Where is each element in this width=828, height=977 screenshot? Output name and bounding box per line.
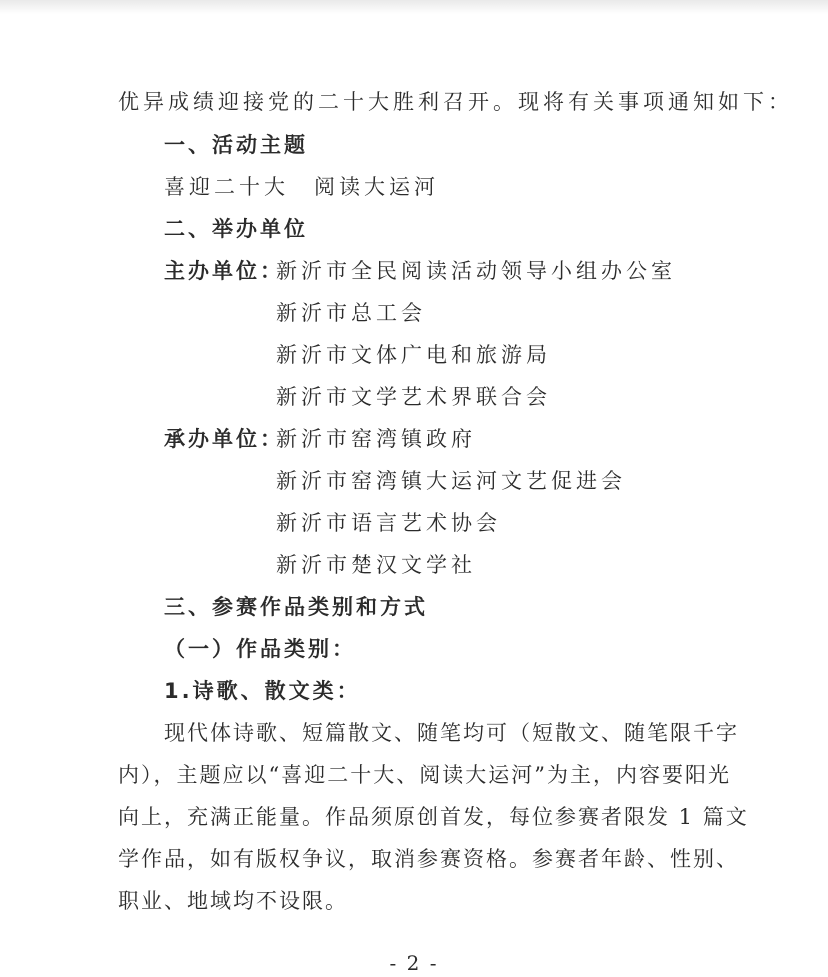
page-top-edge — [0, 0, 828, 14]
section-1-heading: 一、活动主题 — [164, 133, 308, 157]
section-2-heading: 二、举办单位 — [164, 217, 308, 241]
section-3-subheading: （一）作品类别： — [164, 637, 356, 661]
paragraph-line: 内），主题应以“喜迎二十大、阅读大运河”为主，内容要阳光 — [118, 763, 731, 787]
page-number: - 2 - — [389, 951, 439, 975]
organizer-units-label: 承办单位： — [164, 427, 284, 451]
host-units-label: 主办单位： — [164, 259, 284, 283]
section-1-theme: 喜迎二十大 阅读大运河 — [164, 175, 439, 199]
organizer-unit: 新沂市语言艺术协会 — [276, 511, 501, 535]
organizer-unit: 新沂市窑湾镇政府 — [276, 427, 476, 451]
paragraph-line: 向上，充满正能量。作品须原创首发，每位参赛者限发 1 篇文 — [118, 805, 749, 829]
host-unit: 新沂市文体广电和旅游局 — [276, 343, 551, 367]
host-unit: 新沂市文学艺术界联合会 — [276, 385, 551, 409]
host-unit: 新沂市总工会 — [276, 301, 426, 325]
paragraph-line: 学作品，如有版权争议，取消参赛资格。参赛者年龄、性别、 — [118, 847, 739, 871]
section-3-heading: 三、参赛作品类别和方式 — [164, 595, 428, 619]
organizer-unit: 新沂市楚汉文学社 — [276, 553, 476, 577]
host-unit: 新沂市全民阅读活动领导小组办公室 — [276, 259, 676, 283]
paragraph-line: 职业、地域均不设限。 — [118, 889, 348, 913]
paragraph-line: 现代体诗歌、短篇散文、随笔均可（短散文、随笔限千字 — [164, 721, 739, 745]
organizer-unit: 新沂市窑湾镇大运河文艺促进会 — [276, 469, 626, 493]
intro-tail-text: 优异成绩迎接党的二十大胜利召开。现将有关事项通知如下： — [118, 90, 793, 114]
category-heading: 1.诗歌、散文类： — [164, 679, 361, 703]
